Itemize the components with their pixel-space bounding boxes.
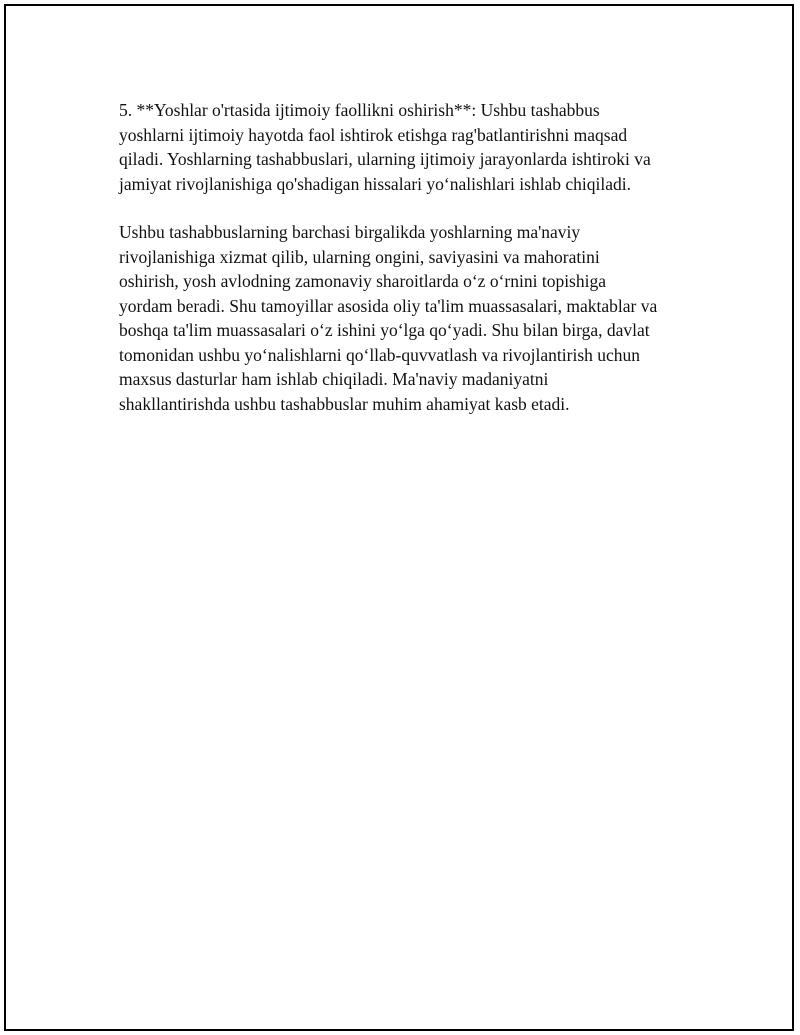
document-body [119, 98, 704, 440]
page-border [4, 4, 794, 1031]
paragraph-initiatives-summary: Ushbu tashabbuslarning barchasi birgalikda yoshlarning ma'naviy rivojlanishiga xizmat qilib, ularning ongini, saviyasini va mahoratini oshirish, yosh avlodning zamonaviy sharoitlarda o‘z o‘rnini topishiga yordam beradi. Shu tamoyillar asosida oliy ta'lim muassasalari, maktablar va boshqa ta'lim muassasalari o‘z ishini yo‘lga qo‘yadi. Shu bilan birga, davlat tomonidan ushbu yo‘nalishlarni qo‘llab-quvvatlash va rivojlantirish uchun maxsus dasturlar ham ishlab chiqiladi. Ma'naviy madaniyatni shakllantirishda ushbu tashabbuslar muhim ahamiyat kasb etadi. [119, 222, 658, 414]
paragraph-youth-social-activity: 5. **Yoshlar o'rtasida ijtimoiy faollikni oshirish**: Ushbu tashabbus yoshlarni ijtimoiy hayotda faol ishtirok etishga rag'batlantirishni maqsad qiladi. Yoshlarning tashabbuslari, ularning ijtimoiy jarayonlarda ishtiroki va jamiyat rivojlanishiga qo'shadigan hissalari yo‘nalishlari ishlab chiqiladi. [119, 100, 651, 194]
